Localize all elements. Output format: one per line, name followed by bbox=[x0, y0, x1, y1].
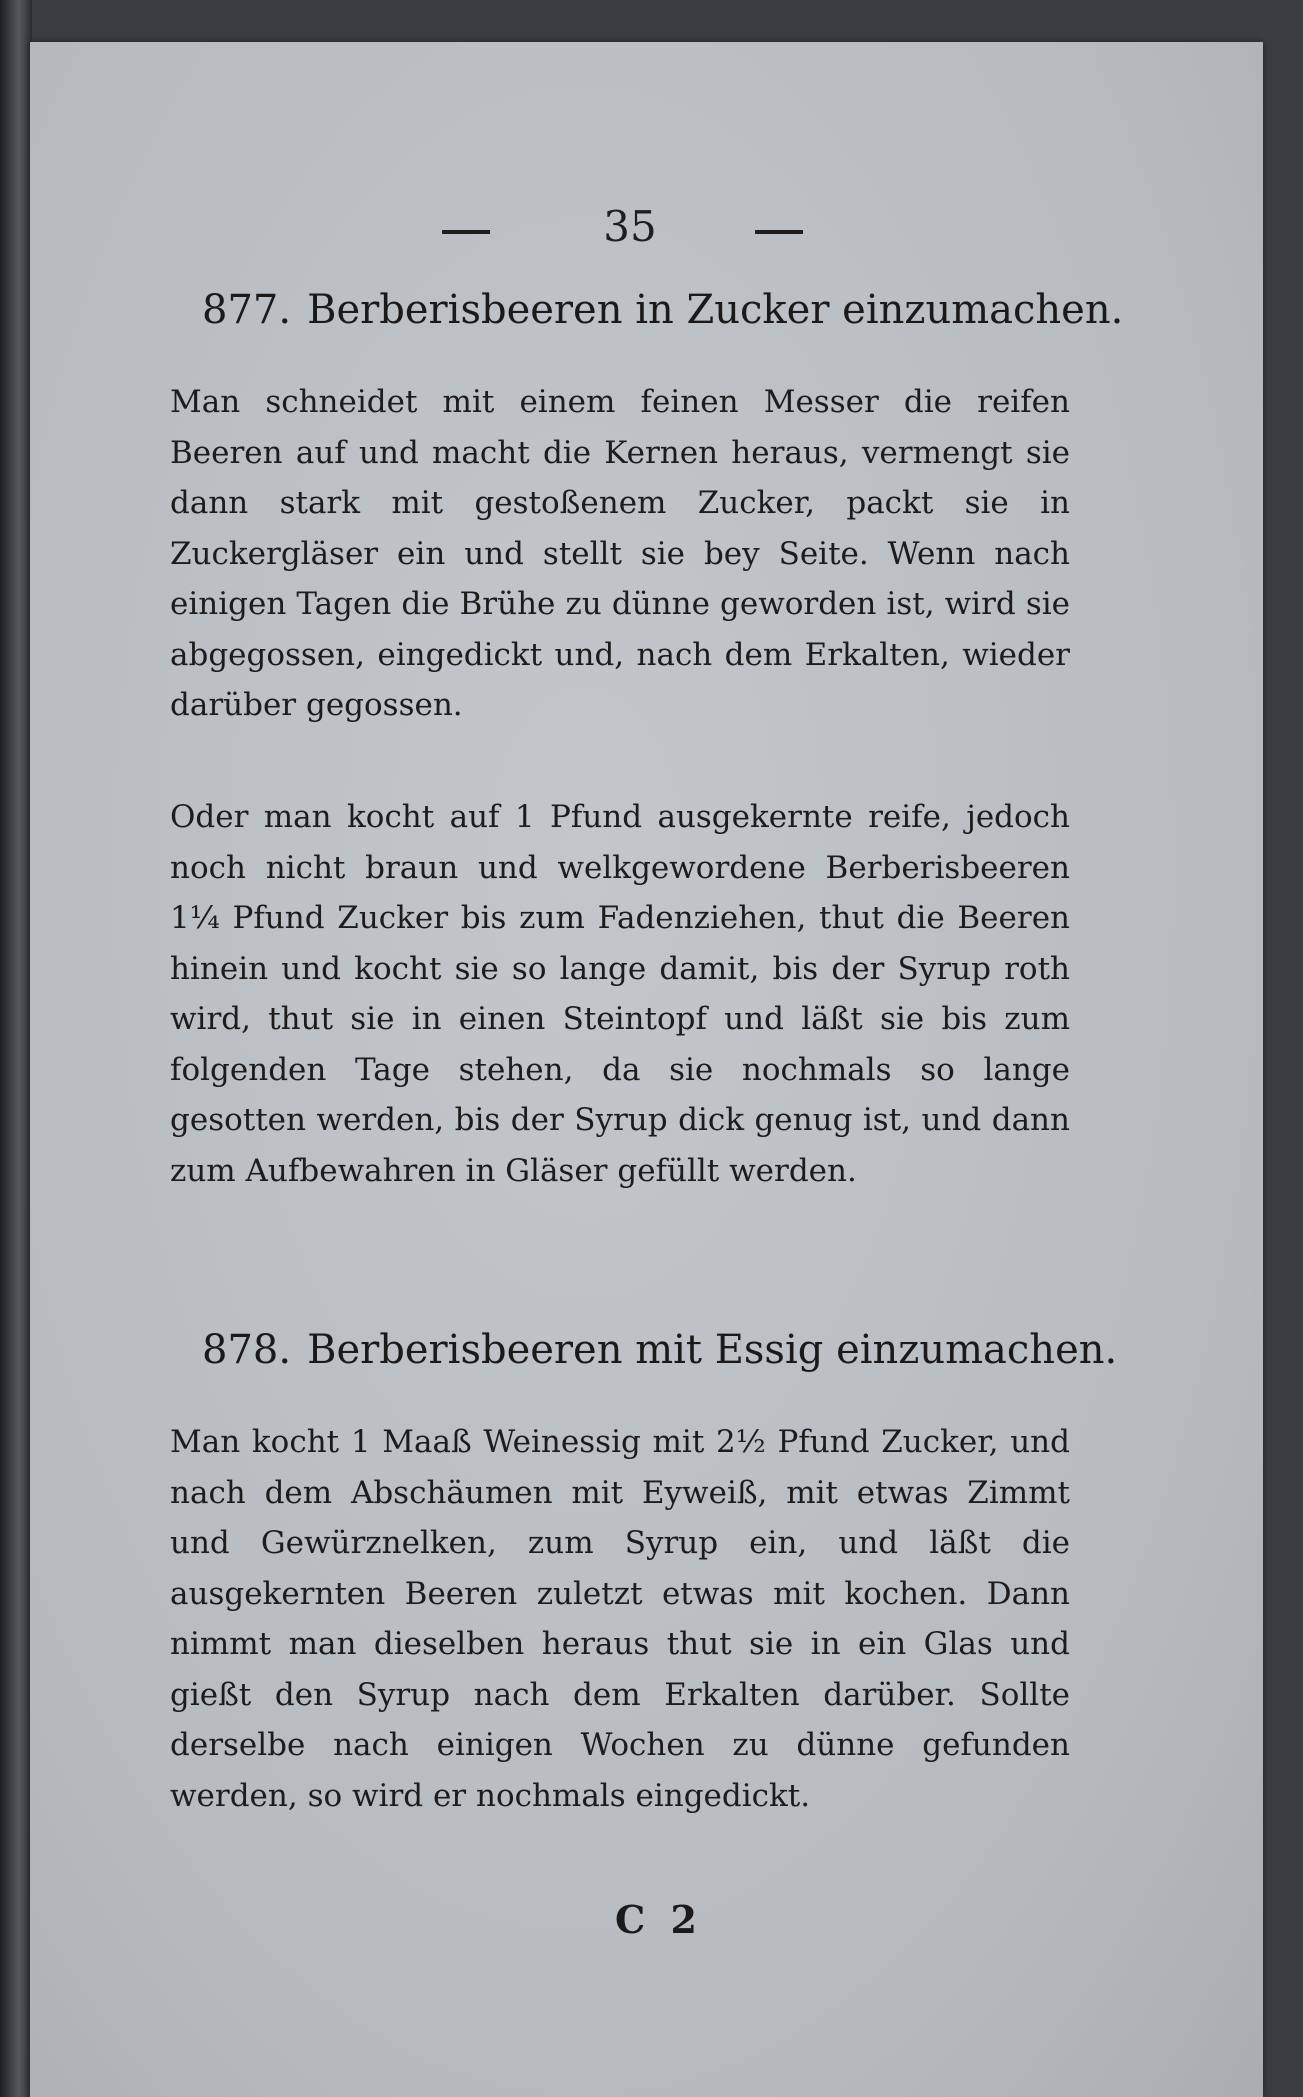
recipe-heading-878 bbox=[202, 1327, 1118, 1373]
book-page bbox=[30, 42, 1263, 2097]
recipe-paragraph: Man kocht 1 Maaß Weinessig mit 2½ Pfund Zucker, und nach dem Abschäumen mit Eyweiß, mit etwas Zimmt und Gewürznelken, zum Syrup ein, und läßt die ausgekernten Beeren zuletzt etwas mit kochen. Dann nimmt man dieselben heraus thut sie in ein Glas und gießt den Syrup nach dem Erkalten darüber. Sollte derselbe nach einigen Wochen zu dünne gefunden werden, so wird er nochmals eingedickt. bbox=[170, 1424, 1070, 1814]
page-number: 35 bbox=[603, 202, 657, 251]
page-header bbox=[410, 202, 830, 262]
recipe-number: 878. bbox=[202, 1327, 292, 1373]
recipe-heading-877 bbox=[202, 287, 1124, 333]
recipe-paragraph: Oder man kocht auf 1 Pfund ausgekernte reife, jedoch noch nicht braun und welkgewordene Berberisbeeren 1¼ Pfund Zucker bis zum Fadenziehen, thut die Beeren hinein und kocht sie so lange damit, bis der Syrup roth wird, thut sie in einen Steintopf und läßt sie bis zum folgenden Tage stehen, da sie nochmals so lange gesotten werden, bis der Syrup dick genug ist, und dann zum Aufbewahren in Gläser gefüllt werden. bbox=[170, 799, 1070, 1189]
recipe-paragraph: Man schneidet mit einem feinen Messer die reifen Beeren auf und macht die Kernen heraus, vermengt sie dann stark mit gestoßenem Zucker, packt sie in Zuckergläser ein und stellt sie bey Seite. Wenn nach einigen Tagen die Brühe zu dünne geworden ist, wird sie abgegossen, eingedickt und, nach dem Erkalten, wieder darüber gegossen. bbox=[170, 384, 1070, 723]
recipe-number: 877. bbox=[202, 287, 292, 333]
book-spine-edge bbox=[0, 0, 32, 2097]
recipe-title: Berberisbeeren mit Essig einzumachen. bbox=[307, 1327, 1118, 1373]
printer-signature-mark: C 2 bbox=[615, 1897, 703, 1942]
header-dash-left bbox=[442, 230, 490, 234]
recipe-title: Berberisbeeren in Zucker einzumachen. bbox=[307, 287, 1124, 333]
header-dash-right bbox=[755, 230, 803, 234]
